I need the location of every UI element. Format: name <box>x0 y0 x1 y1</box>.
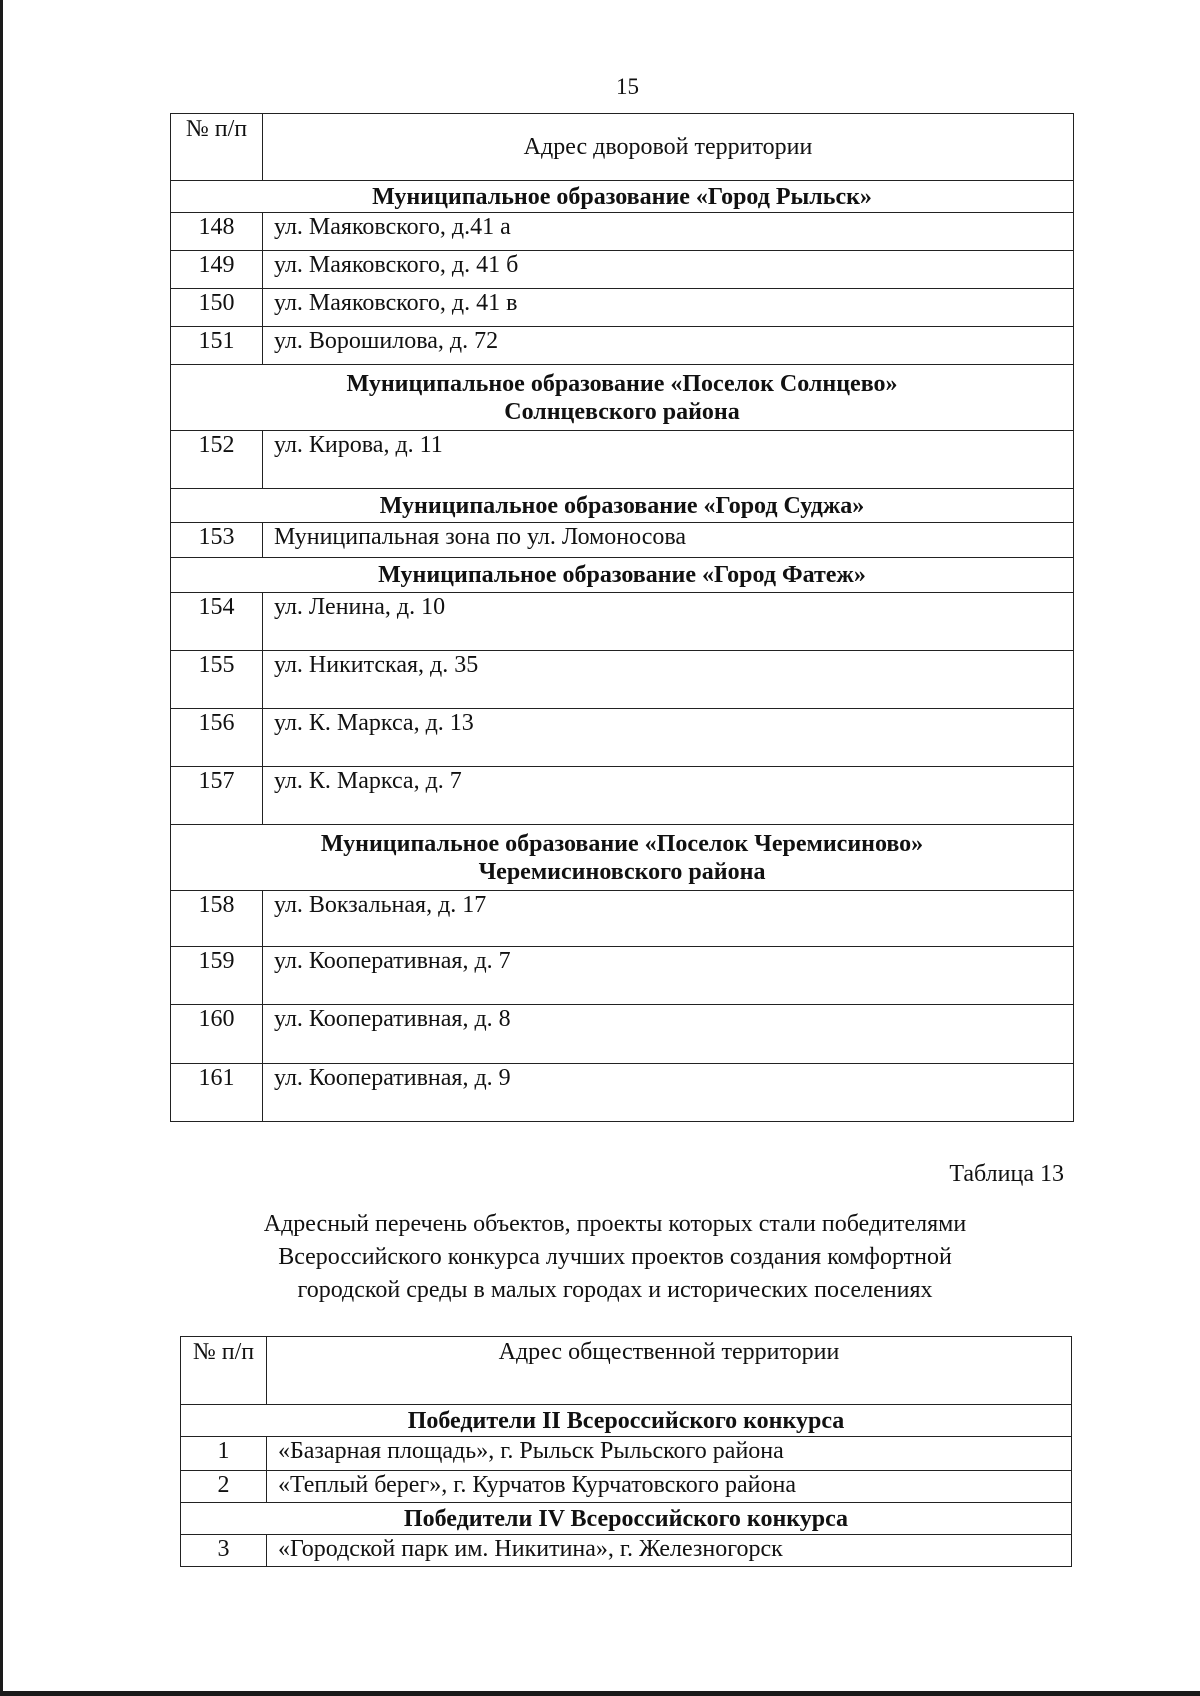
table-header-row <box>171 114 1074 181</box>
row-num: 2 <box>181 1471 267 1503</box>
yard-territory-table <box>170 113 1074 1122</box>
section-row <box>181 1405 1072 1437</box>
table-row <box>171 1064 1074 1122</box>
header-address-cell <box>263 114 1074 181</box>
table-row <box>171 593 1074 651</box>
row-num: 151 <box>171 327 263 365</box>
header-address-cell <box>267 1337 1072 1405</box>
table-row <box>171 891 1074 947</box>
table-row <box>181 1471 1072 1503</box>
table-row <box>171 213 1074 251</box>
row-address: ул. К. Маркса, д. 13 <box>263 709 1074 767</box>
scan-edge-bottom <box>0 1691 1200 1696</box>
section-row <box>181 1503 1072 1535</box>
header-num-label: № п/п <box>192 1339 255 1365</box>
table-header-row <box>181 1337 1072 1405</box>
row-num: 149 <box>171 251 263 289</box>
row-address: ул. Маяковского, д. 41 б <box>263 251 1074 289</box>
section-row <box>171 489 1074 523</box>
section-title <box>171 365 1074 431</box>
table-title <box>150 1208 1080 1307</box>
section-title-line: Черемисиновского района <box>478 858 766 885</box>
table-row <box>171 327 1074 365</box>
row-address: ул. Никитская, д. 35 <box>263 651 1074 709</box>
row-num: 3 <box>181 1535 267 1567</box>
section-title-line: Муниципальное образование «Поселок Черемисиново» <box>320 830 924 857</box>
row-num: 150 <box>171 289 263 327</box>
row-num: 154 <box>171 593 263 651</box>
section-title-line: Солнцевского района <box>504 398 740 425</box>
section-row <box>171 825 1074 891</box>
header-address-label: Адрес дворовой территории <box>523 134 813 160</box>
section-title-line: Победители IV Всероссийского конкурса <box>403 1505 849 1532</box>
row-address: ул. Вокзальная, д. 17 <box>263 891 1074 947</box>
row-num: 155 <box>171 651 263 709</box>
row-num: 153 <box>171 523 263 558</box>
public-territory-table <box>180 1336 1072 1567</box>
table-row <box>171 1005 1074 1064</box>
table-caption: Таблица 13 <box>949 1161 1064 1187</box>
section-title <box>171 825 1074 891</box>
row-address: «Городской парк им. Никитина», г. Железногорск <box>267 1535 1072 1567</box>
row-address: «Базарная площадь», г. Рыльск Рыльского района <box>267 1437 1072 1471</box>
table-row <box>171 651 1074 709</box>
row-address: ул. Маяковского, д.41 а <box>263 213 1074 251</box>
table-row <box>171 947 1074 1005</box>
row-num: 156 <box>171 709 263 767</box>
table-title-line: городской среды в малых городах и исторических поселениях <box>297 1277 933 1303</box>
table-row <box>181 1437 1072 1471</box>
table-row <box>171 289 1074 327</box>
section-title <box>171 558 1074 593</box>
row-num: 161 <box>171 1064 263 1122</box>
section-row <box>171 181 1074 213</box>
row-address: ул. Кооперативная, д. 7 <box>263 947 1074 1005</box>
table-row <box>181 1535 1072 1567</box>
header-address-label: Адрес общественной территории <box>498 1339 840 1365</box>
table-title-line: Адресный перечень объектов, проекты которых стали победителями <box>263 1211 967 1237</box>
row-address: «Теплый берег», г. Курчатов Курчатовского района <box>267 1471 1072 1503</box>
header-num-label: № п/п <box>185 116 248 142</box>
row-address: ул. К. Маркса, д. 7 <box>263 767 1074 825</box>
row-num: 160 <box>171 1005 263 1064</box>
section-title-line: Муниципальное образование «Поселок Солнцево» <box>346 370 898 397</box>
row-address: ул. Ленина, д. 10 <box>263 593 1074 651</box>
page-number: 15 <box>616 74 639 99</box>
row-address: ул. Кооперативная, д. 9 <box>263 1064 1074 1122</box>
table-row <box>171 431 1074 489</box>
header-num-cell <box>171 114 263 181</box>
row-address: ул. Кирова, д. 11 <box>263 431 1074 489</box>
table-row <box>171 523 1074 558</box>
row-num: 152 <box>171 431 263 489</box>
row-address: ул. Маяковского, д. 41 в <box>263 289 1074 327</box>
row-address: ул. Ворошилова, д. 72 <box>263 327 1074 365</box>
section-title-line: Муниципальное образование «Город Рыльск» <box>372 183 872 210</box>
scan-edge-left <box>0 0 3 1696</box>
row-num: 1 <box>181 1437 267 1471</box>
section-row <box>171 365 1074 431</box>
table-row <box>171 709 1074 767</box>
section-title-line: Победители II Всероссийского конкурса <box>407 1407 845 1434</box>
row-address: Муниципальная зона по ул. Ломоносова <box>263 523 1074 558</box>
table-title-line: Всероссийского конкурса лучших проектов создания комфортной <box>278 1244 952 1270</box>
section-title <box>171 489 1074 523</box>
table-row <box>171 767 1074 825</box>
row-num: 158 <box>171 891 263 947</box>
section-row <box>171 558 1074 593</box>
section-title-line: Муниципальное образование «Город Фатеж» <box>378 562 866 588</box>
row-address: ул. Кооперативная, д. 8 <box>263 1005 1074 1064</box>
section-title <box>171 181 1074 213</box>
section-title-line: Муниципальное образование «Город Суджа» <box>379 492 865 519</box>
table-row <box>171 251 1074 289</box>
section-title <box>181 1405 1072 1437</box>
row-num: 148 <box>171 213 263 251</box>
section-title <box>181 1503 1072 1535</box>
row-num: 159 <box>171 947 263 1005</box>
header-num-cell <box>181 1337 267 1405</box>
row-num: 157 <box>171 767 263 825</box>
